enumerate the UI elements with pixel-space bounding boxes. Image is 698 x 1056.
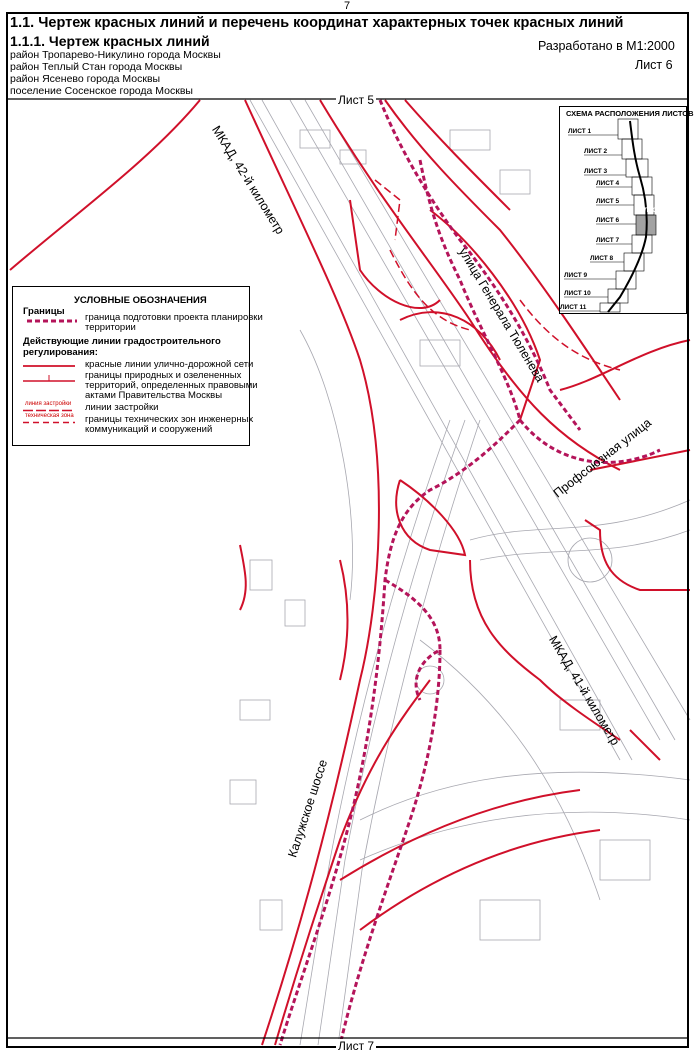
district-1: район Тропарево-Никулино города Москвы [10, 49, 221, 61]
scheme-sheet-8: ЛИСТ 8 [590, 255, 614, 262]
legend-group-borders: Границы [23, 306, 65, 317]
scheme-sheet-7: ЛИСТ 7 [596, 237, 620, 244]
scheme-sheet-9: ЛИСТ 9 [564, 272, 588, 279]
legend-box [12, 286, 263, 446]
scheme-sheet-11: ЛИСТ 11 [560, 304, 587, 311]
title-block [8, 14, 687, 97]
scheme-current-sheet: ЛИСТ 6 [644, 208, 666, 214]
legend-nature-line3: актами Правительства Москвы [85, 390, 223, 401]
legend-building: линии застройки [85, 402, 159, 413]
legend-tech-line1: границы технических зон инженерных [85, 414, 254, 425]
scheme-sheet-10: ЛИСТ 10 [564, 290, 591, 297]
road-label-mkad-41: МКАД, 41-й километр [545, 633, 623, 748]
sheet-number: Лист 6 [635, 58, 673, 72]
district-2: район Теплый Стан города Москвы [10, 61, 183, 73]
sheet-ref-bottom: Лист 7 [338, 1039, 375, 1053]
legend-red-lines: красные линии улично-дорожной сети [85, 359, 254, 370]
scheme-title: СХЕМА РАСПОЛОЖЕНИЯ ЛИСТОВ [566, 109, 694, 118]
road-label-gen-tyuleneva: улица Генерала Тюленева [455, 245, 548, 385]
legend-swatch-nature [23, 374, 75, 384]
legend-swatch-tech [23, 420, 75, 425]
district-4: поселение Сосенское города Москвы [10, 85, 193, 97]
scheme-sheet-3: ЛИСТ 3 [584, 168, 608, 175]
sheet-ref-top: Лист 5 [338, 93, 375, 107]
legend-swatch-red-lines [23, 363, 75, 369]
district-3: район Ясенево города Москвы [10, 73, 161, 85]
legend-tech-line2: коммуникаций и сооружений [85, 424, 213, 435]
legend-small-tech: техническая зона [25, 413, 74, 419]
sheet-layout-scheme [559, 106, 694, 314]
scheme-sheet-4: ЛИСТ 4 [596, 180, 620, 187]
legend-swatch-boundary [27, 318, 77, 324]
road-label-mkad-42: МКАД, 42-й километр [209, 123, 288, 237]
legend-nature-line1: границы природных и озелененных [85, 370, 242, 381]
legend-border-item-line1: граница подготовки проекта планировки [85, 312, 263, 323]
scheme-sheet-2: ЛИСТ 2 [584, 148, 608, 155]
legend-title: УСЛОВНЫЕ ОБОЗНАЧЕНИЯ [74, 295, 207, 306]
scheme-sheet-5: ЛИСТ 5 [596, 198, 620, 205]
legend-border-item-line2: территории [85, 322, 136, 333]
legend-nature-line2: территорий, определенных правовыми [85, 380, 258, 391]
document-title: 1.1. Чертеж красных линий и перечень координат характерных точек красных линий [10, 15, 624, 31]
road-label-profsoyuznaya: Профсоюзная улица [550, 415, 654, 501]
document-subtitle: 1.1.1. Чертеж красных линий [10, 33, 210, 49]
scheme-sheet-1: ЛИСТ 1 [568, 128, 592, 135]
scheme-drawing [560, 107, 686, 313]
legend-group-lines-1: Действующие линии градостроительного [23, 336, 221, 347]
legend-small-building: линия застройки [25, 401, 72, 407]
page-number: 7 [344, 0, 351, 12]
scale-label: Разработано в М1:2000 [538, 39, 675, 53]
road-label-kaluzhskoe: Калужское шоссе [285, 757, 331, 860]
legend-group-lines-2: регулирования: [23, 347, 98, 358]
scheme-sheet-6: ЛИСТ 6 [596, 217, 620, 224]
